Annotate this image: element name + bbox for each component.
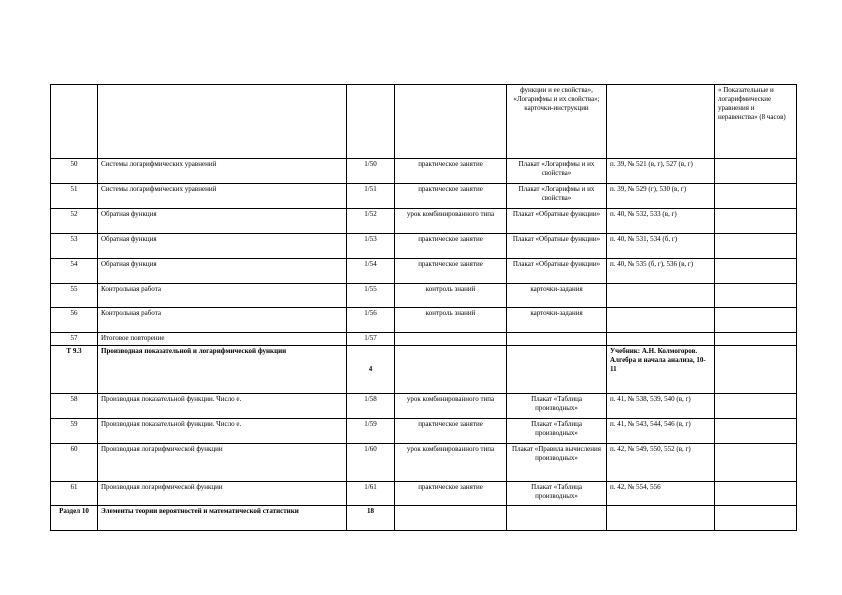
cell-resources: Плакат «Таблица производных» (507, 394, 607, 419)
table-row (51, 333, 797, 346)
table-row (51, 159, 797, 184)
cell-resources (507, 346, 607, 394)
cell-num: 61 (51, 482, 98, 506)
cell-homework: п. 40, № 532, 533 (в, г) (607, 209, 715, 234)
cell-homework: п. 42, № 554, 556 (607, 482, 715, 506)
cell-notes (715, 444, 797, 482)
table-row (51, 308, 797, 333)
cell-num: 50 (51, 159, 98, 184)
cell-hours (347, 85, 395, 159)
cell-resources (507, 333, 607, 346)
cell-homework: п. 42, № 549, 550, 552 (в, г) (607, 444, 715, 482)
cell-resources: Плакат «Таблица производных» (507, 419, 607, 444)
table-row (51, 234, 797, 259)
cell-topic: Контрольная работа (98, 308, 347, 333)
cell-notes (715, 419, 797, 444)
cell-topic: Системы логарифмических уравнений (98, 159, 347, 184)
cell-hours: 1/59 (347, 419, 395, 444)
cell-hours: 1/51 (347, 184, 395, 209)
cell-type: практическое занятие (395, 259, 507, 284)
lesson-plan-table (50, 84, 797, 531)
table-row-continuation (51, 85, 797, 159)
cell-topic: Контрольная работа (98, 284, 347, 308)
cell-num (51, 85, 98, 159)
table-row (51, 482, 797, 506)
cell-homework: п. 41, № 538, 539, 540 (в, г) (607, 394, 715, 419)
cell-num: 55 (51, 284, 98, 308)
cell-homework: п. 39, № 521 (в, г), 527 (в, г) (607, 159, 715, 184)
cell-resources: Плакат «Обратные функции» (507, 209, 607, 234)
cell-hours: 1/61 (347, 482, 395, 506)
cell-topic: Обратная функция (98, 209, 347, 234)
cell-notes: « Показательные и логарифмические уравнения и неравенства» (8 часов) (715, 85, 797, 159)
cell-hours: 1/60 (347, 444, 395, 482)
section-textbook: Учебник: А.Н. Колмогоров. Алгебра и начала анализа, 10-11 (607, 346, 715, 394)
cell-hours: 1/58 (347, 394, 395, 419)
cell-notes (715, 333, 797, 346)
cell-type (395, 506, 507, 531)
cell-hours: 1/54 (347, 259, 395, 284)
cell-notes (715, 482, 797, 506)
cell-type: практическое занятие (395, 159, 507, 184)
table-row (51, 394, 797, 419)
cell-num: 60 (51, 444, 98, 482)
cell-homework (607, 85, 715, 159)
cell-type: контроль знаний (395, 284, 507, 308)
cell-type: урок комбинированного типа (395, 394, 507, 419)
table-row (51, 209, 797, 234)
cell-homework: п. 40, № 535 (б, г), 536 (в, г) (607, 259, 715, 284)
cell-topic (98, 85, 347, 159)
cell-topic: Производная показательной функции. Число е. (98, 394, 347, 419)
table-row (51, 184, 797, 209)
cell-num: 51 (51, 184, 98, 209)
cell-num: 57 (51, 333, 98, 346)
cell-homework (607, 333, 715, 346)
cell-resources: карточки-задания (507, 308, 607, 333)
cell-notes (715, 346, 797, 394)
cell-type: практическое занятие (395, 234, 507, 259)
section-num: Т 9.3 (51, 346, 98, 394)
cell-hours: 1/53 (347, 234, 395, 259)
cell-type: практическое занятие (395, 482, 507, 506)
cell-type: урок комбинированного типа (395, 444, 507, 482)
cell-resources: Плакат «Логарифмы и их свойства» (507, 184, 607, 209)
cell-type: практическое занятие (395, 184, 507, 209)
cell-hours: 1/55 (347, 284, 395, 308)
table-row (51, 419, 797, 444)
cell-type (395, 333, 507, 346)
section-num: Раздел 10 (51, 506, 98, 531)
cell-num: 59 (51, 419, 98, 444)
section-row-10 (51, 506, 797, 531)
cell-resources: Плакат «Правила вычисления производных» (507, 444, 607, 482)
cell-resources: Плакат «Таблица производных» (507, 482, 607, 506)
cell-topic: Обратная функция (98, 234, 347, 259)
cell-notes (715, 308, 797, 333)
cell-resources (507, 506, 607, 531)
section-topic: Элементы теории вероятностей и математической статистики (98, 506, 347, 531)
cell-homework (607, 506, 715, 531)
section-row-9-3 (51, 346, 797, 394)
cell-topic: Производная логарифмической функции (98, 482, 347, 506)
cell-hours: 1/57 (347, 333, 395, 346)
cell-notes (715, 506, 797, 531)
cell-notes (715, 159, 797, 184)
cell-topic: Итоговое повторение (98, 333, 347, 346)
cell-resources: Плакат «Логарифмы и их свойства» (507, 159, 607, 184)
cell-num: 56 (51, 308, 98, 333)
cell-hours: 1/50 (347, 159, 395, 184)
table-row (51, 259, 797, 284)
cell-num: 58 (51, 394, 98, 419)
cell-notes (715, 209, 797, 234)
cell-homework (607, 284, 715, 308)
section-hours: 18 (347, 506, 395, 531)
cell-homework: п. 40, № 531, 534 (б, г) (607, 234, 715, 259)
cell-resources: функции и ее свойства», «Логарифмы и их свойства»; карточки-инструкции (507, 85, 607, 159)
cell-resources: Плакат «Обратные функции» (507, 234, 607, 259)
cell-notes (715, 184, 797, 209)
table-row (51, 444, 797, 482)
cell-topic: Системы логарифмических уравнений (98, 184, 347, 209)
section-hours: 4 (347, 346, 395, 394)
cell-homework: п. 39, № 529 (г), 530 (в, г) (607, 184, 715, 209)
cell-type: урок комбинированного типа (395, 209, 507, 234)
cell-homework (607, 308, 715, 333)
cell-resources: карточки-задания (507, 284, 607, 308)
cell-notes (715, 284, 797, 308)
cell-notes (715, 394, 797, 419)
cell-num: 54 (51, 259, 98, 284)
cell-type: практическое занятие (395, 419, 507, 444)
cell-resources: Плакат «Обратные функции» (507, 259, 607, 284)
cell-topic: Производная логарифмической функции (98, 444, 347, 482)
cell-num: 53 (51, 234, 98, 259)
cell-notes (715, 259, 797, 284)
cell-topic: Обратная функция (98, 259, 347, 284)
cell-topic: Производная показательной функции. Число е. (98, 419, 347, 444)
cell-hours: 1/52 (347, 209, 395, 234)
cell-notes (715, 234, 797, 259)
cell-homework: п. 41, № 543, 544, 546 (в, г) (607, 419, 715, 444)
cell-type: контроль знаний (395, 308, 507, 333)
cell-type (395, 85, 507, 159)
cell-type (395, 346, 507, 394)
table-row (51, 284, 797, 308)
cell-num: 52 (51, 209, 98, 234)
cell-hours: 1/56 (347, 308, 395, 333)
section-topic: Производная показательной и логарифмической функции (98, 346, 347, 394)
